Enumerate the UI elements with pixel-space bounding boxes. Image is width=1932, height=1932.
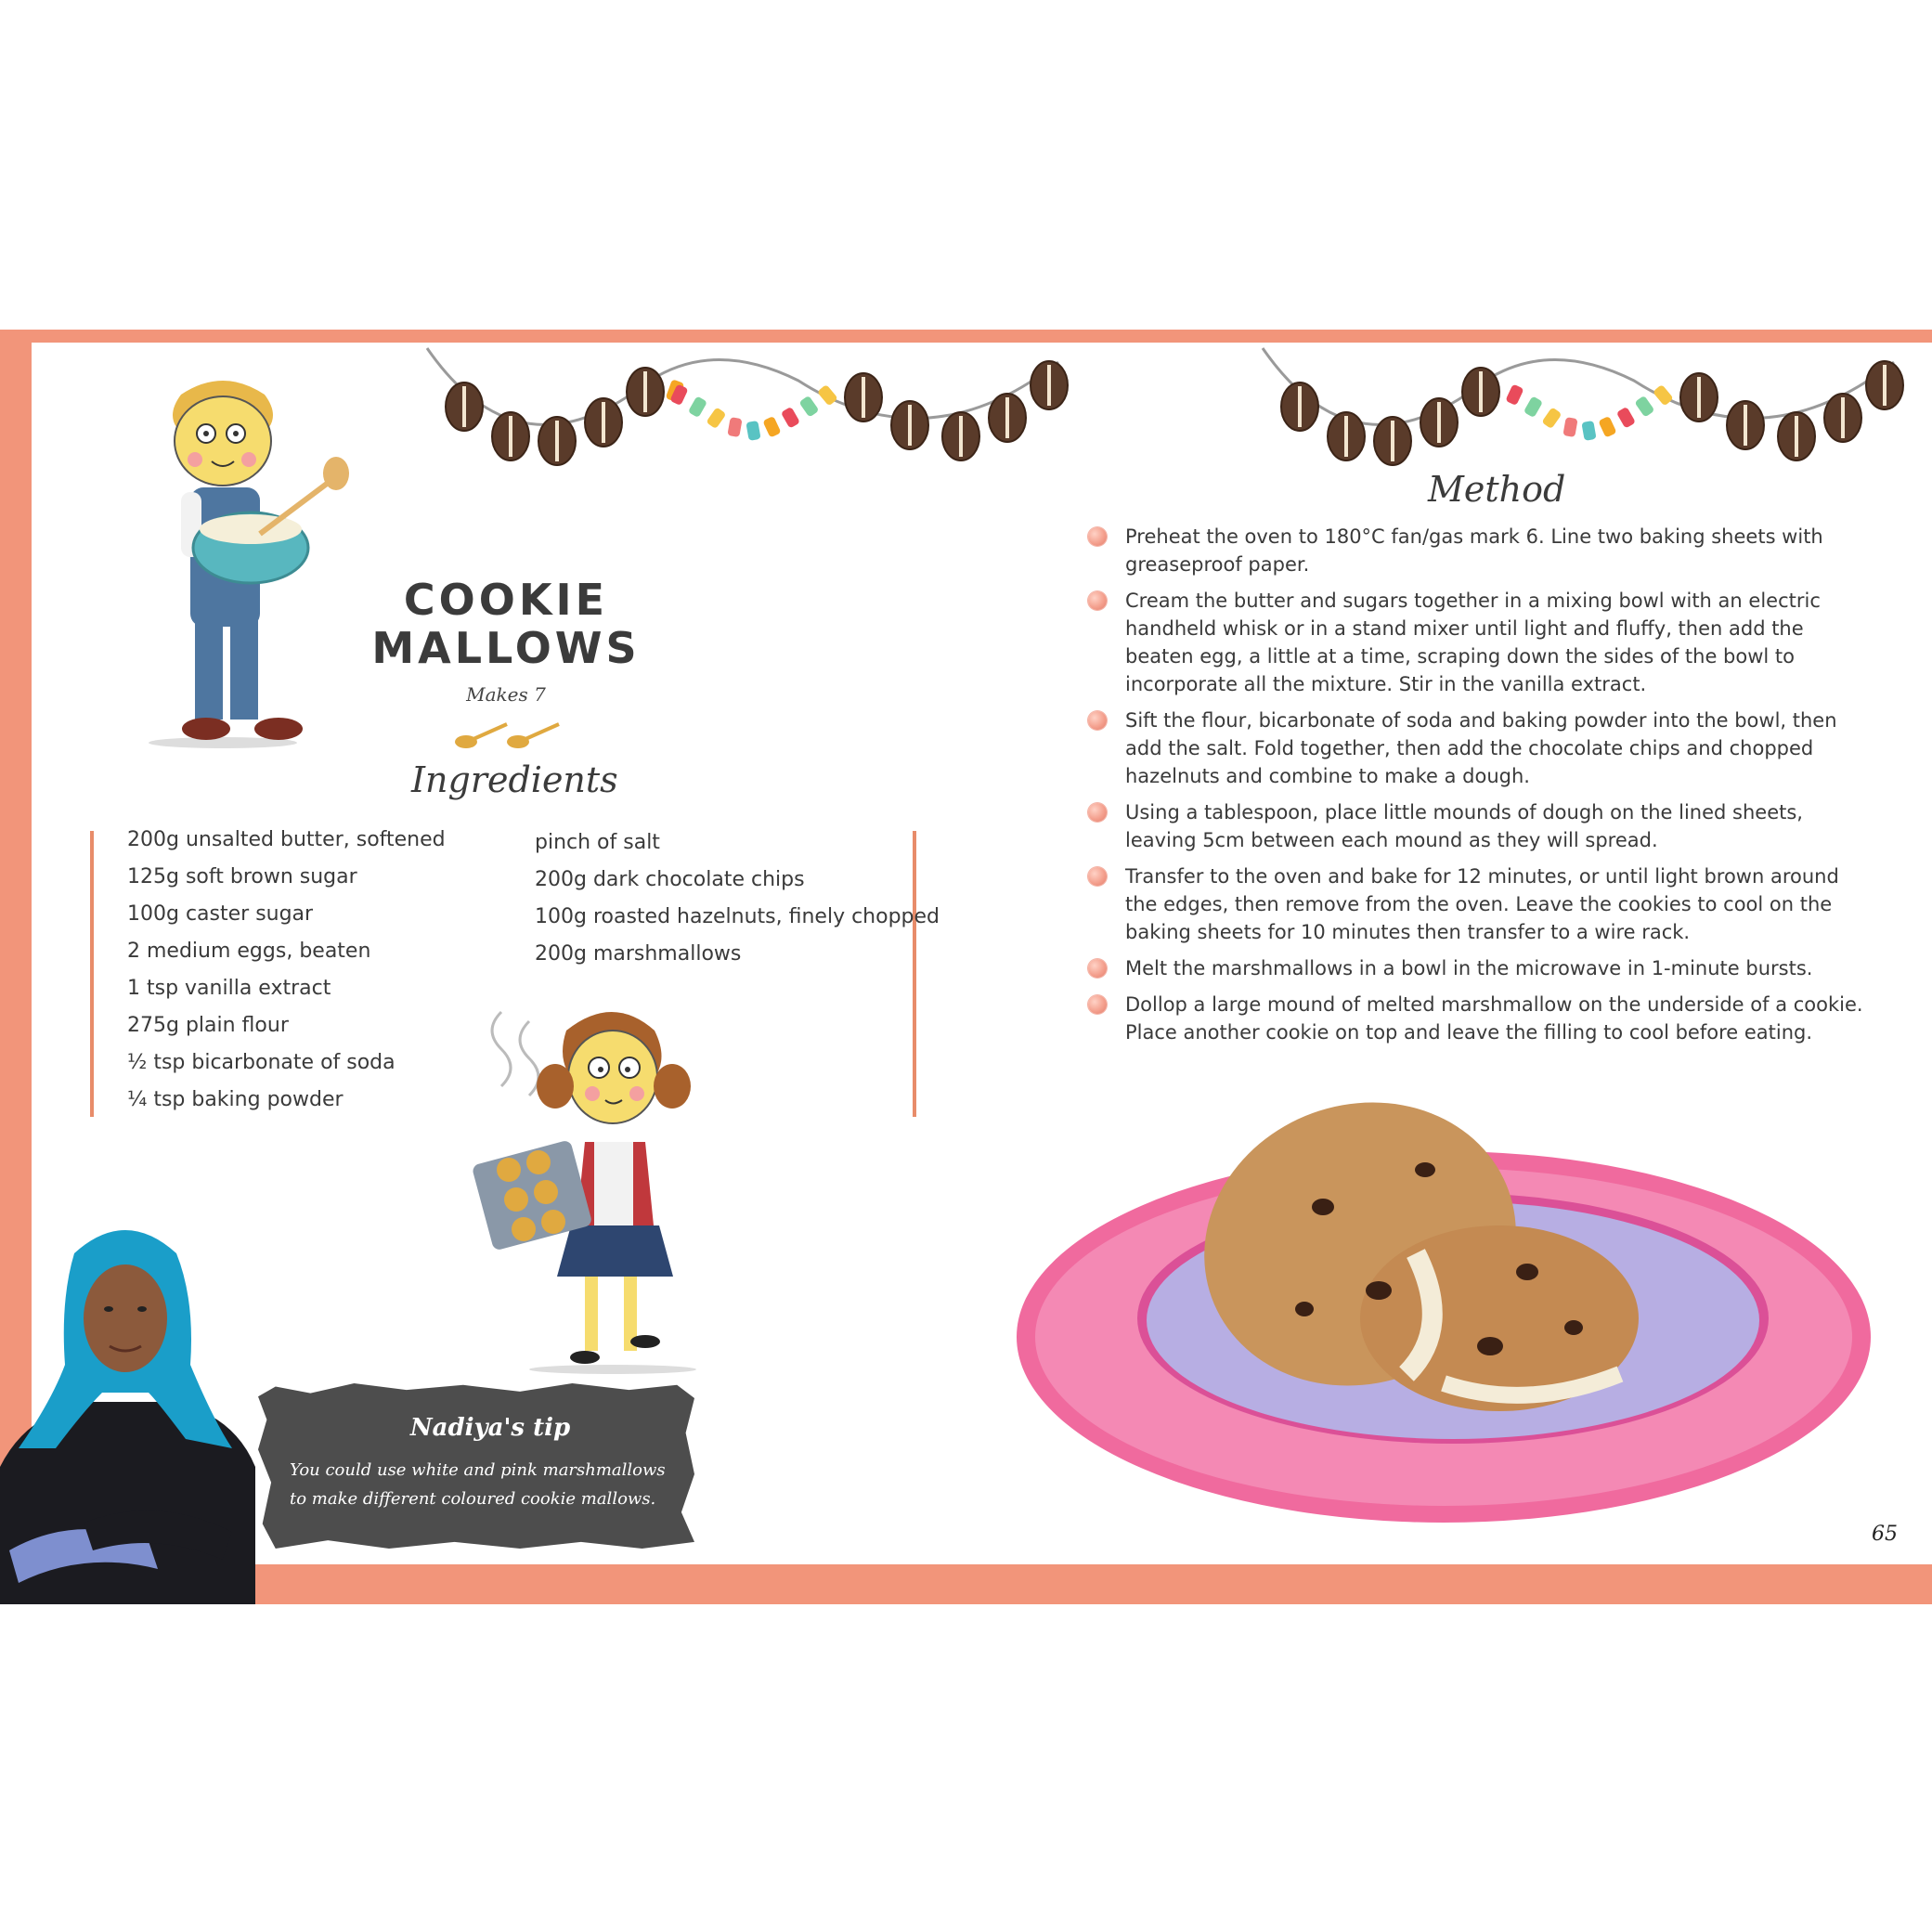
tip-text (290, 1456, 689, 1513)
tip-line-2: to make different coloured cookie mallows. (290, 1489, 656, 1509)
cookie-bullet-icon (1088, 867, 1107, 886)
method-heading: Method (1428, 469, 1566, 510)
tip-line-1: You could use white and pink marshmallows (290, 1460, 666, 1480)
girl-with-tray-illustration (446, 993, 724, 1374)
tip-title: Nadiya's tip (409, 1414, 571, 1442)
cookie-bullet-icon (1088, 591, 1107, 610)
recipe-title-line1: COOKIE (403, 575, 609, 625)
method-step (1084, 991, 1864, 1046)
method-step (1084, 798, 1864, 854)
spoons-decoration-icon (453, 717, 564, 750)
method-step (1084, 707, 1864, 790)
method-step-text: Preheat the oven to 180°C fan/gas mark 6. Line two baking sheets with greaseproof paper. (1125, 525, 1823, 576)
recipe-yield: Makes 7 (466, 683, 546, 706)
list-item: 275g plain flour (127, 1014, 289, 1037)
method-step-text: Dollop a large mound of melted marshmallow on the underside of a cookie. Place another cookie on top and leave the filling to cool before eating. (1125, 993, 1863, 1044)
list-item: 200g unsalted butter, softened (127, 828, 446, 851)
method-steps-list (1084, 523, 1864, 1055)
recipe-title-line2: MALLOWS (371, 623, 641, 673)
list-item: ¼ tsp baking powder (127, 1088, 344, 1111)
cookie-mallow-plate-photo (1007, 1068, 1875, 1532)
cookie-bullet-icon (1088, 711, 1107, 730)
method-step-text: Cream the butter and sugars together in a mixing bowl with an electric handheld whisk or in a stand mixer until light and fluffy, then add the beaten egg, a little at a time, scraping down the sides of the bowl to incorporate all the mixture. Stir in the vanilla extract. (1125, 590, 1821, 695)
ingredients-heading: Ingredients (411, 759, 618, 800)
cookie-bullet-icon (1088, 995, 1107, 1014)
method-step-text: Sift the flour, bicarbonate of soda and baking powder into the bowl, then add the salt. Fold together, then add the chocolate chips and chopped hazelnuts and combine to make a dough. (1125, 709, 1837, 787)
list-item: 2 medium eggs, beaten (127, 940, 371, 963)
recipe-title (353, 576, 659, 672)
method-step-text: Melt the marshmallows in a bowl in the microwave in 1-minute bursts. (1125, 957, 1813, 979)
page-number: 65 (1872, 1523, 1898, 1546)
ingredients-column-1 (127, 822, 446, 1119)
list-item: 200g dark chocolate chips (535, 868, 805, 891)
cookie-bullet-icon (1088, 803, 1107, 822)
nadiya-portrait-photo (0, 1216, 255, 1604)
list-item: ½ tsp bicarbonate of soda (127, 1051, 395, 1074)
ingredients-divider-left (90, 831, 94, 1117)
cookie-bullet-icon (1088, 959, 1107, 978)
list-item: pinch of salt (535, 831, 660, 854)
list-item: 125g soft brown sugar (127, 865, 357, 888)
method-step (1084, 954, 1864, 982)
method-step-text: Transfer to the oven and bake for 12 minutes, or until light brown around the edges, then remove from the oven. Leave the cookies to cool on the baking sheets for 10 minutes then transfer to a wire rack. (1125, 865, 1839, 943)
method-step (1084, 587, 1864, 698)
method-step (1084, 523, 1864, 578)
method-step (1084, 862, 1864, 946)
ingredients-column-2 (535, 824, 940, 973)
list-item: 100g caster sugar (127, 902, 314, 926)
cookie-bullet-icon (1088, 527, 1107, 546)
list-item: 100g roasted hazelnuts, finely chopped (535, 905, 940, 928)
method-step-text: Using a tablespoon, place little mounds of dough on the lined sheets, leaving 5cm between each mound as they will spread. (1125, 801, 1803, 851)
list-item: 200g marshmallows (535, 942, 742, 966)
boy-baking-illustration (139, 376, 353, 757)
list-item: 1 tsp vanilla extract (127, 977, 331, 1000)
